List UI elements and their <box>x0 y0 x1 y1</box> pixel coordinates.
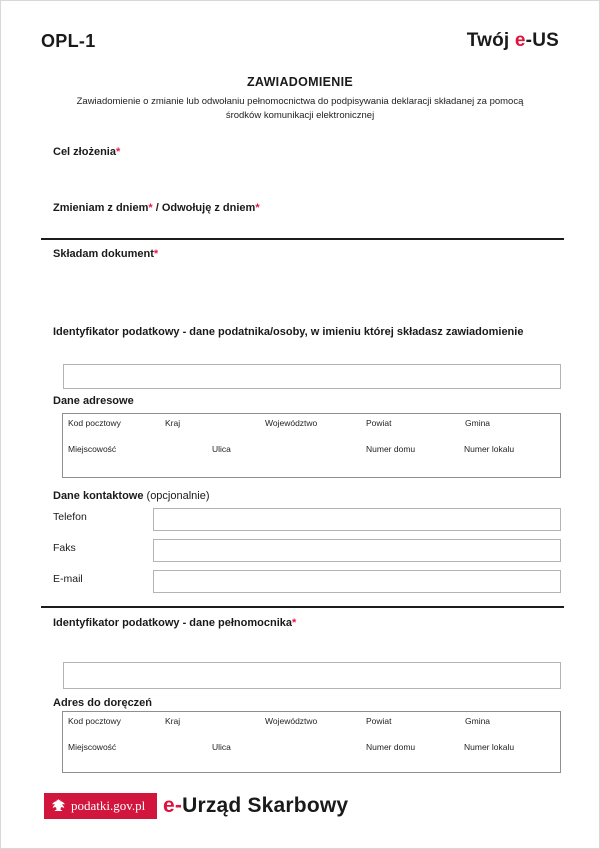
separator-text: / <box>152 202 162 214</box>
twoj-e-us-logo <box>467 30 559 52</box>
identyfikator-pelnomocnika-text: Identyfikator podatkowy - dane pełnomocnika <box>53 617 292 629</box>
subtitle-line-2: środków komunikacji elektronicznej <box>225 109 375 121</box>
section-label-identyfikator-podatnika: Identyfikator podatkowy - dane podatnika/osoby, w imieniu której składasz zawiadomienie <box>53 326 524 338</box>
adres-doreczen-box[interactable] <box>62 711 561 773</box>
document-subtitle <box>1 95 599 122</box>
field-label-numer-lokalu: Numer lokalu <box>464 444 515 454</box>
identyfikator-podatnika-input[interactable] <box>63 364 561 389</box>
opcjonalnie-text: (opcjonalnie) <box>143 490 210 502</box>
footer-brand-name: Urząd Skarbowy <box>182 794 349 817</box>
telefon-input[interactable] <box>153 508 561 531</box>
odwoluje-text: Odwołuję z dniem <box>161 202 256 214</box>
field-label-kraj: Kraj <box>165 716 181 726</box>
skladam-dokument-text: Składam dokument <box>53 248 154 260</box>
section-label-skladam-dokument <box>53 248 158 260</box>
field-label-numer-domu: Numer domu <box>366 444 416 454</box>
field-label-miejscowosc: Miejscowość <box>68 444 117 454</box>
field-label-gmina: Gmina <box>465 418 491 428</box>
identyfikator-pelnomocnika-input[interactable] <box>63 662 561 689</box>
dane-adresowe-box[interactable] <box>62 413 561 478</box>
section-label-identyfikator-pelnomocnika <box>53 617 296 629</box>
field-label-powiat: Powiat <box>366 418 392 428</box>
section-divider <box>41 606 564 608</box>
section-label-cel-zlozenia <box>53 146 120 158</box>
field-label-miejscowosc: Miejscowość <box>68 742 117 752</box>
required-asterisk: * <box>115 146 121 158</box>
field-label-gmina: Gmina <box>465 716 491 726</box>
document-title: ZAWIADOMIENIE <box>247 75 353 89</box>
zmieniam-text: Zmieniam z dniem <box>53 202 149 214</box>
field-label-wojewodztwo: Województwo <box>265 418 318 428</box>
subtitle-line-1: Zawiadomienie o zmianie lub odwołaniu pełnomocnictwa do podpisywania deklaracji składanej za pomocą <box>76 96 524 107</box>
required-asterisk: * <box>255 202 260 214</box>
field-label-kod-pocztowy: Kod pocztowy <box>68 418 121 428</box>
field-label-kraj: Kraj <box>165 418 181 428</box>
faks-input[interactable] <box>153 539 561 562</box>
brand-e-letter: e <box>514 30 526 51</box>
field-label-kod-pocztowy: Kod pocztowy <box>68 716 121 726</box>
required-asterisk: * <box>291 617 297 629</box>
section-divider <box>41 238 564 240</box>
field-label-powiat: Powiat <box>366 716 392 726</box>
polish-eagle-icon <box>51 798 66 815</box>
field-label-numer-lokalu: Numer lokalu <box>464 742 515 752</box>
label-telefon: Telefon <box>53 511 87 523</box>
logo-text: podatki.gov.pl <box>71 798 146 813</box>
required-asterisk: * <box>148 202 153 214</box>
required-asterisk: * <box>153 248 159 260</box>
footer-e-letter: e- <box>163 794 183 817</box>
label-faks: Faks <box>53 542 76 554</box>
heading-dane-adresowe: Dane adresowe <box>53 395 134 407</box>
e-urzad-skarbowy-logo <box>163 794 348 818</box>
email-input[interactable] <box>153 570 561 593</box>
form-code: OPL-1 <box>41 31 96 51</box>
field-label-numer-domu: Numer domu <box>366 742 416 752</box>
cel-zlozenia-text: Cel złożenia <box>53 146 116 158</box>
field-label-ulica: Ulica <box>212 444 231 454</box>
brand-prefix: Twój <box>466 30 515 51</box>
podatki-gov-pl-logo <box>44 793 157 819</box>
brand-suffix: -US <box>525 30 559 51</box>
heading-adres-do-doreczen: Adres do doręczeń <box>53 697 153 709</box>
heading-dane-kontaktowe <box>53 490 210 502</box>
field-label-wojewodztwo: Województwo <box>265 716 318 726</box>
label-email: E-mail <box>53 573 83 585</box>
dane-kontaktowe-text: Dane kontaktowe <box>53 490 144 502</box>
field-label-ulica: Ulica <box>212 742 231 752</box>
section-label-zmieniam-odwoluje <box>53 202 260 214</box>
